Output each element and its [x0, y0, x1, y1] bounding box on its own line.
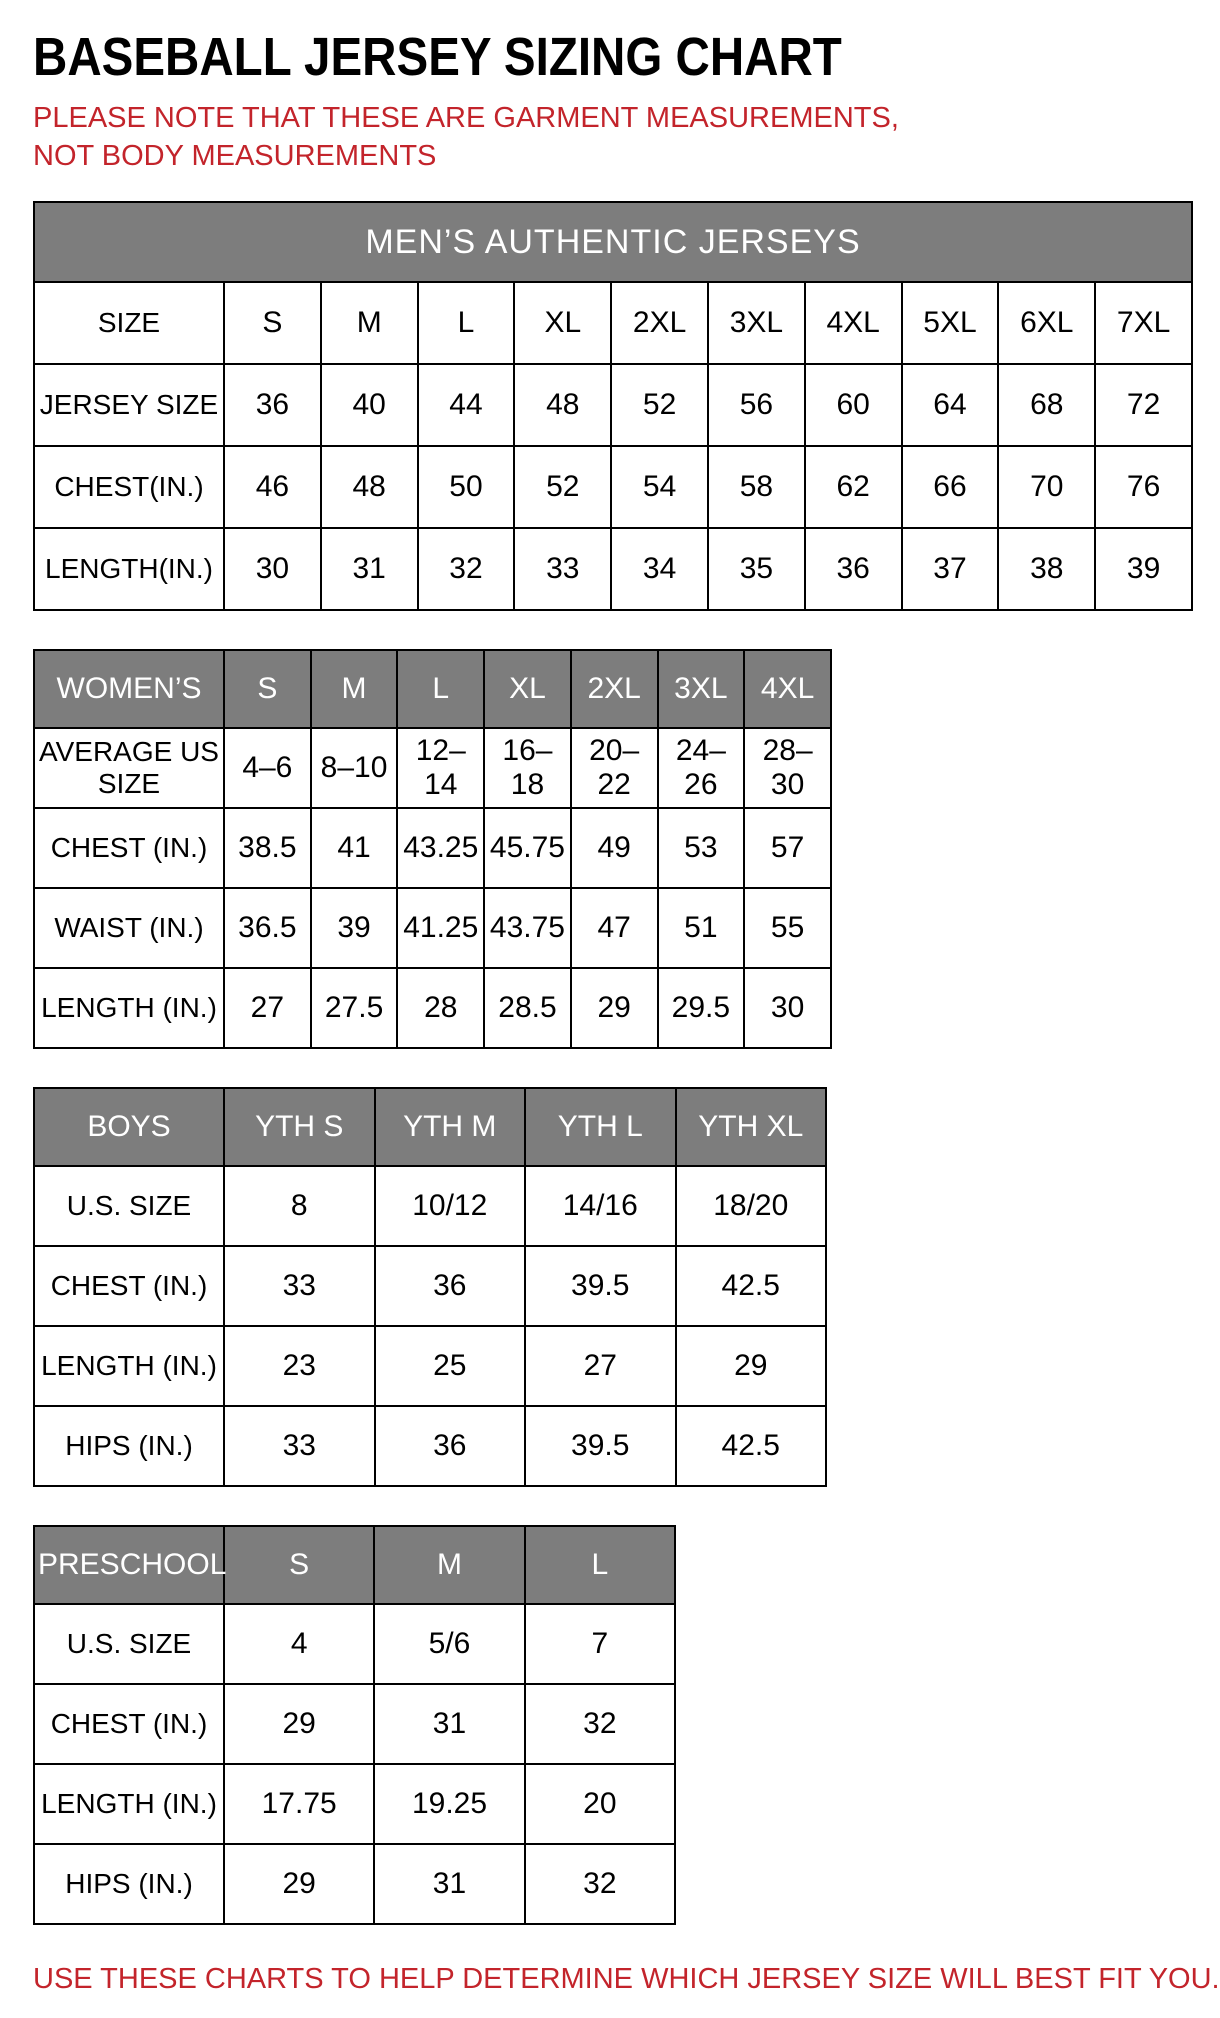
column-header: YTH M	[375, 1088, 526, 1166]
column-header: L	[397, 650, 484, 728]
size-value: 33	[514, 528, 611, 610]
size-value: 6XL	[998, 282, 1095, 364]
size-value: 40	[321, 364, 418, 446]
table-row	[34, 528, 1192, 610]
boys-header-label: BOYS	[34, 1088, 224, 1166]
preschool-header-label: PRESCHOOL	[34, 1526, 224, 1604]
size-value: 42.5	[676, 1246, 827, 1326]
womens-header-label: WOMEN’S	[34, 650, 224, 728]
size-value: 44	[418, 364, 515, 446]
table-row	[34, 1764, 675, 1844]
size-value: 30	[744, 968, 831, 1048]
size-value: 14/16	[525, 1166, 676, 1246]
size-value: 52	[611, 364, 708, 446]
size-value: 51	[658, 888, 745, 968]
size-value: 50	[418, 446, 515, 528]
row-label: U.S. SIZE	[34, 1166, 224, 1246]
row-label: WAIST (IN.)	[34, 888, 224, 968]
size-value: 28–30	[744, 728, 831, 808]
preschool-table-container	[33, 1525, 1190, 1925]
row-label: LENGTH(IN.)	[34, 528, 224, 610]
size-value: 31	[321, 528, 418, 610]
size-value: 27	[525, 1326, 676, 1406]
size-value: 39	[1095, 528, 1192, 610]
table-row	[34, 1604, 675, 1684]
size-value: 3XL	[708, 282, 805, 364]
table-row	[34, 888, 831, 968]
size-value: 72	[1095, 364, 1192, 446]
size-value: 39.5	[525, 1246, 676, 1326]
size-value: 48	[514, 364, 611, 446]
size-value: 36	[375, 1406, 526, 1486]
column-header: XL	[484, 650, 571, 728]
size-value: 7	[525, 1604, 675, 1684]
size-value: 57	[744, 808, 831, 888]
size-value: 29	[676, 1326, 827, 1406]
table-row	[34, 1406, 826, 1486]
preschool-size-table	[33, 1525, 676, 1925]
size-value: 23	[224, 1326, 375, 1406]
size-value: 18/20	[676, 1166, 827, 1246]
mens-banner: MEN’S AUTHENTIC JERSEYS	[34, 202, 1192, 282]
size-value: 4XL	[805, 282, 902, 364]
size-value: 29	[224, 1684, 374, 1764]
size-value: 64	[902, 364, 999, 446]
size-value: 49	[571, 808, 658, 888]
boys-table-container	[33, 1087, 1190, 1487]
row-label: AVERAGE US SIZE	[34, 728, 224, 808]
column-header: L	[525, 1526, 675, 1604]
size-value: 34	[611, 528, 708, 610]
size-value: 31	[374, 1844, 524, 1924]
footer-note: USE THESE CHARTS TO HELP DETERMINE WHICH JERSEY SIZE WILL BEST FIT YOU.	[33, 1963, 1220, 1996]
size-value: 36	[805, 528, 902, 610]
size-value: 43.75	[484, 888, 571, 968]
size-value: 33	[224, 1406, 375, 1486]
size-value: 17.75	[224, 1764, 374, 1844]
size-value: 55	[744, 888, 831, 968]
size-value: 76	[1095, 446, 1192, 528]
size-value: 10/12	[375, 1166, 526, 1246]
size-value: 38	[998, 528, 1095, 610]
size-value: 68	[998, 364, 1095, 446]
column-header: M	[374, 1526, 524, 1604]
size-value: 27	[224, 968, 311, 1048]
size-value: 25	[375, 1326, 526, 1406]
row-label: HIPS (IN.)	[34, 1844, 224, 1924]
mens-table-container	[33, 201, 1190, 611]
row-label: LENGTH (IN.)	[34, 968, 224, 1048]
size-value: 29	[571, 968, 658, 1048]
size-value: 46	[224, 446, 321, 528]
column-header: M	[311, 650, 398, 728]
size-value: 30	[224, 528, 321, 610]
size-value: 28	[397, 968, 484, 1048]
size-value: 36	[224, 364, 321, 446]
size-value: 33	[224, 1246, 375, 1326]
column-header: 4XL	[744, 650, 831, 728]
size-value: 12–14	[397, 728, 484, 808]
table-row	[34, 968, 831, 1048]
size-value: 19.25	[374, 1764, 524, 1844]
size-value: 41.25	[397, 888, 484, 968]
size-value: 42.5	[676, 1406, 827, 1486]
size-value: 8	[224, 1166, 375, 1246]
table-row	[34, 1684, 675, 1764]
size-value: 24–26	[658, 728, 745, 808]
table-row	[34, 1246, 826, 1326]
size-value: 60	[805, 364, 902, 446]
size-value: 56	[708, 364, 805, 446]
size-value: S	[224, 282, 321, 364]
size-value: 31	[374, 1684, 524, 1764]
size-value: 4–6	[224, 728, 311, 808]
table-row	[34, 1166, 826, 1246]
size-value: 7XL	[1095, 282, 1192, 364]
table-row	[34, 808, 831, 888]
row-label: CHEST (IN.)	[34, 808, 224, 888]
size-value: 16–18	[484, 728, 571, 808]
table-row	[34, 1326, 826, 1406]
size-value: 48	[321, 446, 418, 528]
table-row	[34, 1844, 675, 1924]
size-value: 36.5	[224, 888, 311, 968]
preschool-header-row	[34, 1526, 675, 1604]
garment-measurements-note: PLEASE NOTE THAT THESE ARE GARMENT MEASUREMENTS, NOT BODY MEASUREMENTS	[33, 102, 899, 172]
row-label: LENGTH (IN.)	[34, 1326, 224, 1406]
womens-table-container	[33, 649, 1190, 1049]
size-value: 39	[311, 888, 398, 968]
size-value: 53	[658, 808, 745, 888]
column-header: S	[224, 1526, 374, 1604]
row-label: HIPS (IN.)	[34, 1406, 224, 1486]
size-value: 52	[514, 446, 611, 528]
size-value: 43.25	[397, 808, 484, 888]
table-row	[34, 282, 1192, 364]
size-value: 29.5	[658, 968, 745, 1048]
size-value: 41	[311, 808, 398, 888]
size-value: M	[321, 282, 418, 364]
boys-header-row	[34, 1088, 826, 1166]
size-value: 5XL	[902, 282, 999, 364]
size-value: 54	[611, 446, 708, 528]
size-value: 32	[418, 528, 515, 610]
row-label: U.S. SIZE	[34, 1604, 224, 1684]
size-value: 66	[902, 446, 999, 528]
column-header: YTH L	[525, 1088, 676, 1166]
mens-banner-row	[34, 202, 1192, 282]
size-value: XL	[514, 282, 611, 364]
size-value: 5/6	[374, 1604, 524, 1684]
size-value: 4	[224, 1604, 374, 1684]
size-value: 38.5	[224, 808, 311, 888]
boys-size-table	[33, 1087, 827, 1487]
row-label: JERSEY SIZE	[34, 364, 224, 446]
size-value: 37	[902, 528, 999, 610]
column-header: 3XL	[658, 650, 745, 728]
column-header: YTH S	[224, 1088, 375, 1166]
size-value: 8–10	[311, 728, 398, 808]
size-value: L	[418, 282, 515, 364]
table-row	[34, 728, 831, 808]
size-value: 20–22	[571, 728, 658, 808]
row-label: LENGTH (IN.)	[34, 1764, 224, 1844]
womens-size-table	[33, 649, 832, 1049]
size-value: 32	[525, 1844, 675, 1924]
size-value: 62	[805, 446, 902, 528]
size-value: 2XL	[611, 282, 708, 364]
size-value: 35	[708, 528, 805, 610]
column-header: YTH XL	[676, 1088, 827, 1166]
size-value: 47	[571, 888, 658, 968]
page-title: BASEBALL JERSEY SIZING CHART	[33, 27, 842, 87]
row-label: SIZE	[34, 282, 224, 364]
mens-size-table	[33, 201, 1193, 611]
column-header: 2XL	[571, 650, 658, 728]
size-value: 45.75	[484, 808, 571, 888]
size-value: 58	[708, 446, 805, 528]
row-label: CHEST(IN.)	[34, 446, 224, 528]
size-value: 28.5	[484, 968, 571, 1048]
size-value: 39.5	[525, 1406, 676, 1486]
size-value: 36	[375, 1246, 526, 1326]
size-value: 32	[525, 1684, 675, 1764]
table-row	[34, 364, 1192, 446]
size-value: 20	[525, 1764, 675, 1844]
row-label: CHEST (IN.)	[34, 1684, 224, 1764]
table-row	[34, 446, 1192, 528]
size-value: 27.5	[311, 968, 398, 1048]
size-value: 29	[224, 1844, 374, 1924]
column-header: S	[224, 650, 311, 728]
womens-header-row	[34, 650, 831, 728]
row-label: CHEST (IN.)	[34, 1246, 224, 1326]
size-value: 70	[998, 446, 1095, 528]
